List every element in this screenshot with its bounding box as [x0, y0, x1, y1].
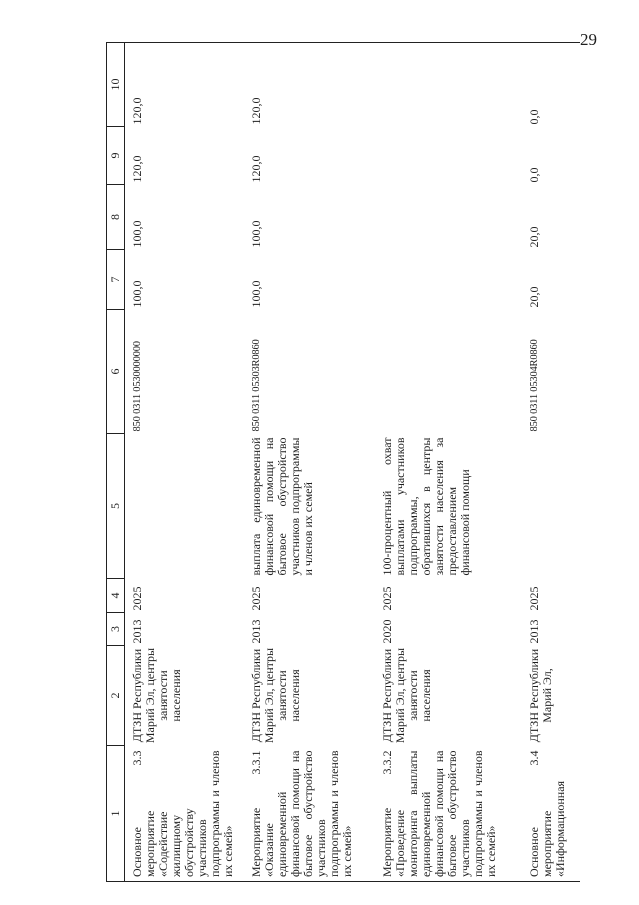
table-row — [244, 43, 375, 882]
value-col9-cell: 120,0 — [248, 155, 263, 183]
rotated-table-container — [106, 43, 630, 882]
end-year-cell: 2025 — [526, 586, 541, 611]
value-col8-cell: 100,0 — [248, 220, 263, 248]
value-col9-cell: 0,0 — [526, 167, 541, 183]
activity-description: «Проведение мониторинга выплаты единовременной финансовой помощи на бытовое обустройство участников подпрограммы и членов их семей» — [392, 750, 498, 877]
col-header-3: 3 — [107, 613, 125, 646]
budget-code-cell: 850 0311 05304R0860 — [528, 339, 540, 432]
activity-description: «Информационная — [552, 780, 567, 877]
value-col10-cell — [375, 43, 522, 127]
activity-cell — [375, 746, 522, 882]
table-row — [125, 43, 244, 882]
value-col8-cell: 20,0 — [526, 226, 541, 248]
budget-code-cell: 850 0311 0530000000 — [132, 341, 143, 432]
table-row — [375, 43, 522, 882]
budget-code-cell — [375, 310, 522, 434]
activity-description: «Оказание единовременной финансовой помощи на бытовое обустройство участников подпрограммы и членов их семей» — [261, 750, 354, 877]
col-header-5: 5 — [107, 434, 125, 579]
program-table — [106, 42, 580, 882]
executor-cell: ДТЗН Республики Марий Эл, — [526, 648, 554, 743]
budget-code-cell: 850 0311 05303R0860 — [250, 339, 262, 432]
value-col7-cell: 20,0 — [526, 286, 541, 308]
activity-number: 3.4 — [526, 750, 541, 766]
executor-cell: ДТЗН Республики Марий Эл, центры занятости населения — [130, 647, 183, 744]
col-header-9: 9 — [107, 127, 125, 185]
activity-cell — [125, 746, 244, 882]
activity-cell — [244, 746, 375, 882]
value-col7-cell: 100,0 — [248, 280, 263, 308]
value-col10-cell: 120,0 — [125, 43, 244, 127]
value-col8-cell: 100,0 — [130, 220, 144, 248]
col-header-7: 7 — [107, 250, 125, 310]
start-year-cell: 2020 — [379, 619, 394, 644]
table-header-row — [107, 43, 125, 882]
activity-number: 3.3.2 — [379, 750, 394, 775]
value-col10-cell: 0,0 — [522, 43, 580, 127]
value-col9-cell — [375, 127, 522, 185]
value-col7-cell: 100,0 — [130, 280, 144, 308]
value-col10-cell: 120,0 — [244, 43, 375, 127]
activity-number: 3.3 — [130, 750, 144, 766]
value-col8-cell — [375, 185, 522, 250]
table-row — [522, 43, 580, 882]
end-year-cell: 2025 — [248, 586, 263, 611]
start-year-cell: 2013 — [130, 619, 144, 644]
result-cell — [125, 434, 244, 579]
col-header-2: 2 — [107, 646, 125, 746]
value-col7-cell — [375, 250, 522, 310]
col-header-1: 1 — [107, 746, 125, 882]
end-year-cell: 2025 — [379, 586, 394, 611]
activity-type: Основное мероприятие — [526, 810, 554, 877]
page-number: 29 — [580, 30, 597, 49]
activity-number: 3.3.1 — [248, 750, 263, 775]
value-col9-cell: 120,0 — [130, 155, 144, 183]
executor-cell: ДТЗН Республики Марий Эл, центры занятости населения — [248, 647, 302, 744]
activity-type: Основное мероприятие — [130, 810, 157, 877]
col-header-10: 10 — [107, 43, 125, 127]
activity-description: «Содействие жилищному обустройству участников подпрограммы и членов их семей» — [156, 750, 235, 877]
executor-cell: ДТЗН Республики Марий Эл, центры занятости населения — [379, 647, 433, 744]
activity-type: Мероприятие — [248, 807, 263, 877]
result-cell — [522, 434, 580, 579]
result-cell: выплата единовременной финансовой помощи на бытовое обустройство участников подпрограммы и членов их семей — [248, 437, 315, 576]
start-year-cell: 2013 — [248, 619, 263, 644]
result-cell: 100-процентный охват выплатами участников подпрограммы, обратившихся в центры занятости населения за предоставлением финансовой помощи — [379, 437, 472, 576]
col-header-4: 4 — [107, 579, 125, 613]
activity-type: Мероприятие — [379, 807, 394, 877]
col-header-6: 6 — [107, 310, 125, 434]
end-year-cell: 2025 — [130, 586, 144, 611]
col-header-8: 8 — [107, 185, 125, 250]
start-year-cell: 2013 — [526, 619, 541, 644]
activity-cell — [522, 746, 580, 882]
